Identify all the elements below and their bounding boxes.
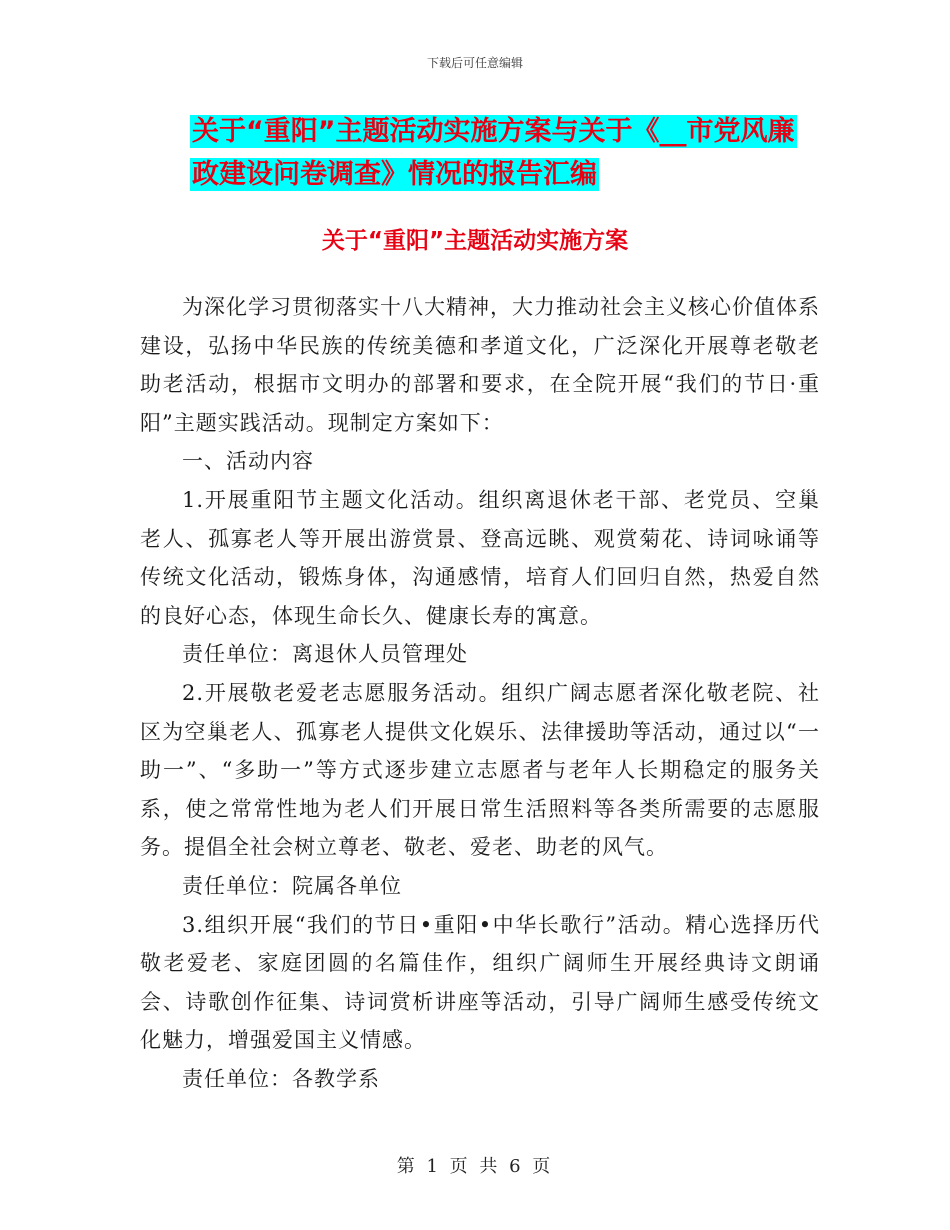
responsible-unit-2: 责任单位：院属各单位 xyxy=(182,873,402,898)
page-footer: 第 1 页 共 6 页 xyxy=(396,1156,554,1177)
header-note: 下载后可任意编辑 xyxy=(426,56,523,70)
heading-activity-content: 一、活动内容 xyxy=(182,449,314,474)
paragraph-item-2: 2.开展敬老爱老志愿服务活动。组织广阔志愿者深化敬老院、社区为空巢老人、孤寡老人提供文化娱乐、法律援助等活动，通过以“一助一”、“多助一”等方式逐步建立志愿者与老年人长期稳定的服务关系，使之常常性地为老人们开展日常生活照料等各类所需要的志愿服务。提倡全社会树立尊老、敬老、爱老、助老的风气。 xyxy=(140,680,820,860)
document-title-line-2: 政建设问卷调查》情况的报告汇编 xyxy=(192,159,597,190)
document-title-line-1: 关于“重阳”主题活动实施方案与关于《__市党风廉 xyxy=(192,116,795,147)
responsible-unit-3: 责任单位：各教学系 xyxy=(182,1066,380,1091)
body-text xyxy=(140,288,820,1098)
section-title: 关于“重阳”主题活动实施方案 xyxy=(321,228,629,254)
responsible-unit-1: 责任单位：离退休人员管理处 xyxy=(182,642,468,667)
paragraph-intro: 为深化学习贯彻落实十八大精神，大力推动社会主义核心价值体系建设，弘扬中华民族的传统美德和孝道文化，广泛深化开展尊老敬老助老活动，根据市文明办的部署和要求，在全院开展“我们的节日·重阳”主题实践活动。现制定方案如下： xyxy=(140,295,820,435)
paragraph-item-3: 3.组织开展“我们的节日•重阳•中华长歌行”活动。精心选择历代敬老爱老、家庭团圆的名篇佳作，组织广阔师生开展经典诗文朗诵会、诗歌创作征集、诗词赏析讲座等活动，引导广阔师生感受传统文化魅力，增强爱国主义情感。 xyxy=(140,912,820,1053)
paragraph-item-1: 1.开展重阳节主题文化活动。组织离退休老干部、老党员、空巢老人、孤寡老人等开展出游赏景、登高远眺、观赏菊花、诗词咏诵等传统文化活动，锻炼身体，沟通感情，培育人们回归自然，热爱自然的良好心态，体现生命长久、健康长寿的寓意。 xyxy=(140,487,820,628)
